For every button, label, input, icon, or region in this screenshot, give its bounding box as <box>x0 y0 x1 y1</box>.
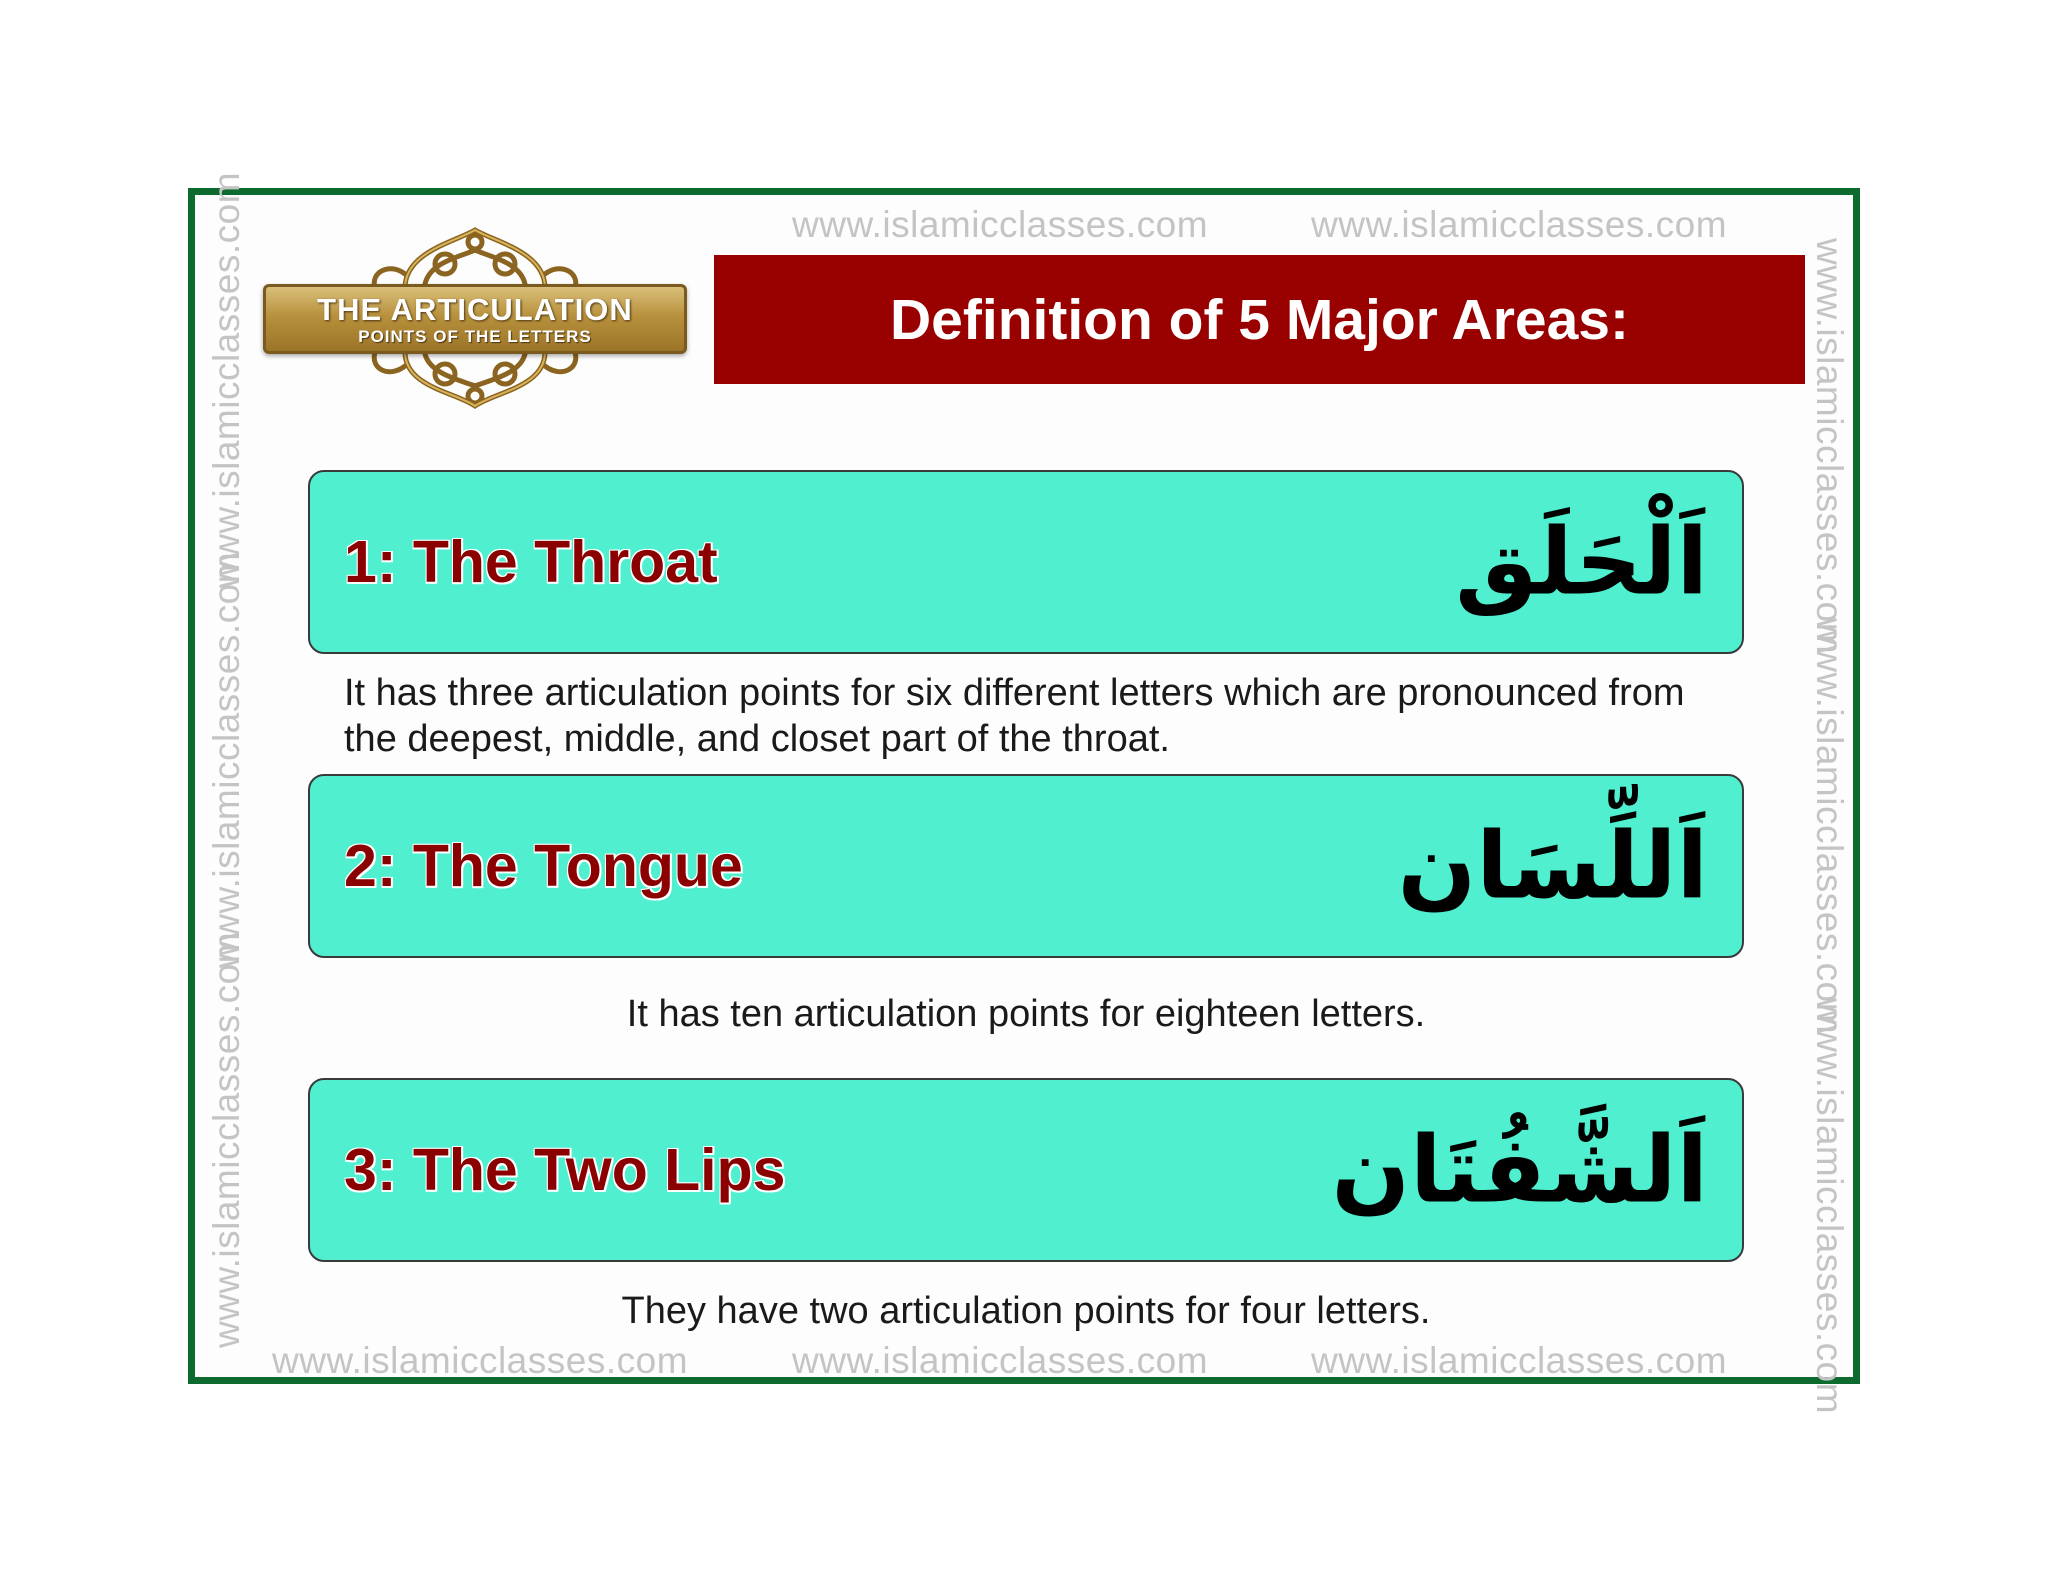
logo-plate <box>263 284 687 354</box>
area-description: They have two articulation points for four letters. <box>621 1290 1431 1332</box>
watermark-left-1: www.islamicclasses.com <box>206 171 247 588</box>
area-description: It has three articulation points for six different letters which are pronounced from the deepest, middle, and closet part of the throat. <box>344 672 1685 760</box>
area-label: 3: The Two Lips <box>344 1137 786 1203</box>
watermark-bottom-1: www.islamicclasses.com <box>272 1340 689 1381</box>
area-card-throat <box>308 470 1744 654</box>
area-description: It has ten articulation points for eighteen letters. <box>626 993 1426 1035</box>
area-label: 2: The Tongue <box>344 833 743 899</box>
area-arabic: اَللِّسَان <box>1397 812 1708 920</box>
area-card-tongue <box>308 774 1744 958</box>
watermark-top-1: www.islamicclasses.com <box>792 204 1209 245</box>
page-title: Definition of 5 Major Areas: <box>714 255 1805 384</box>
area-arabic: اَلْحَلَق <box>1455 508 1708 616</box>
watermark-left-2: www.islamicclasses.com <box>206 551 247 968</box>
watermark-bottom-3: www.islamicclasses.com <box>1311 1340 1728 1381</box>
area-arabic: اَلشَّفُتَان <box>1331 1116 1708 1224</box>
logo-title: THE ARTICULATION <box>317 292 633 327</box>
watermark-right-1: www.islamicclasses.com <box>1809 238 1850 655</box>
logo-subtitle: POINTS OF THE LETTERS <box>358 327 592 346</box>
watermark-right-2: www.islamicclasses.com <box>1809 618 1850 1035</box>
watermark-right-3: www.islamicclasses.com <box>1809 998 1850 1415</box>
area-label: 1: The Throat <box>344 529 718 595</box>
articulation-logo <box>255 222 695 412</box>
watermark-left-3: www.islamicclasses.com <box>206 931 247 1348</box>
watermark-bottom-2: www.islamicclasses.com <box>792 1340 1209 1381</box>
area-card-two-lips <box>308 1078 1744 1262</box>
watermark-top-2: www.islamicclasses.com <box>1311 204 1728 245</box>
